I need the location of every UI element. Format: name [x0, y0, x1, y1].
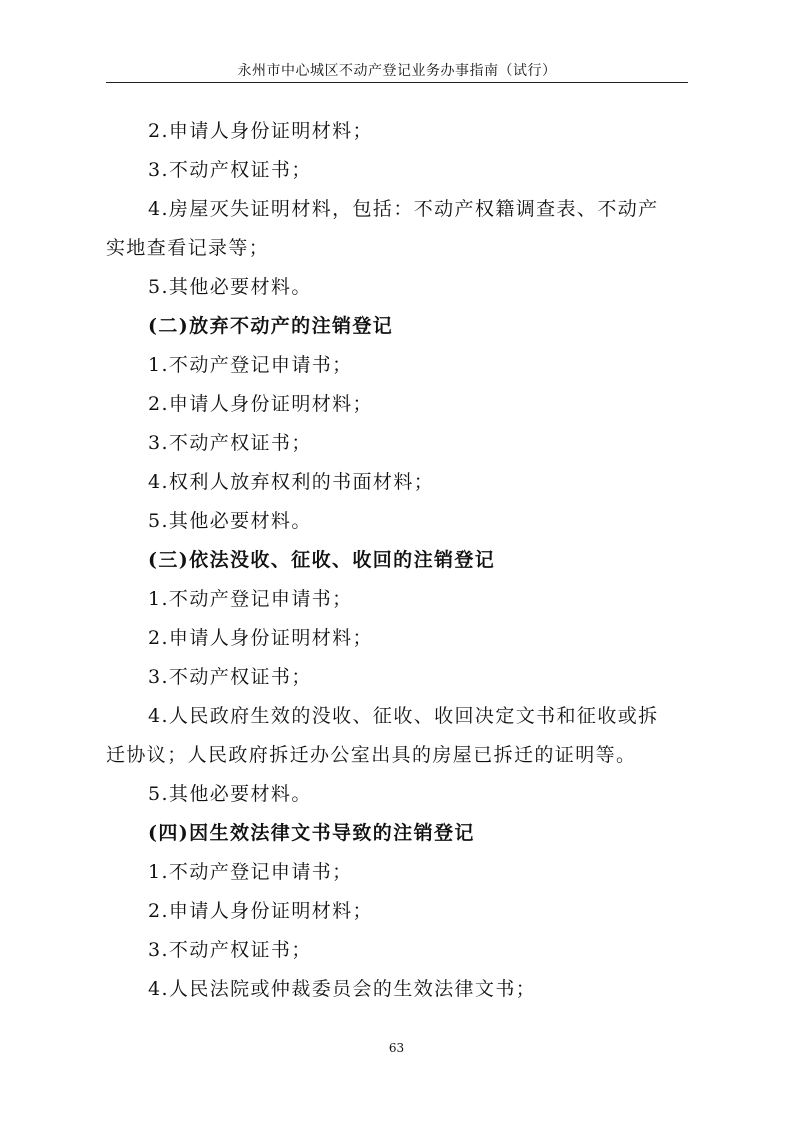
list-item: 5.其他必要材料。	[148, 276, 312, 298]
list-item: 3.不动产权证书；	[148, 432, 312, 454]
list-item: 1.不动产登记申请书；	[148, 588, 353, 610]
list-item: 3.不动产权证书；	[148, 666, 312, 688]
page-number: 63	[388, 1041, 405, 1055]
list-item: 2.申请人身份证明材料；	[148, 627, 373, 649]
list-item: 1.不动产登记申请书；	[148, 354, 353, 376]
list-item: 1.不动产登记申请书；	[148, 861, 353, 883]
list-item: 4.权利人放弃权利的书面材料；	[148, 471, 435, 493]
list-item-continuation: 迁协议；人民政府拆迁办公室出具的房屋已拆迁的证明等。	[106, 744, 637, 766]
section-heading: (三)依法没收、征收、收回的注销登记	[148, 549, 496, 571]
list-item: 5.其他必要材料。	[148, 783, 312, 805]
section-heading: (二)放弃不动产的注销登记	[148, 315, 394, 337]
list-item-continuation: 实地查看记录等；	[106, 237, 270, 259]
section-heading: (四)因生效法律文书导致的注销登记	[148, 822, 475, 844]
list-item: 3.不动产权证书；	[148, 939, 312, 961]
list-item: 2.申请人身份证明材料；	[148, 900, 373, 922]
list-item: 5.其他必要材料。	[148, 510, 312, 532]
list-item: 4.房屋灭失证明材料，包括：不动产权籍调查表、不动产	[148, 198, 659, 220]
page-header: 永州市中心城区不动产登记业务办事指南（试行）	[106, 60, 688, 83]
list-item: 3.不动产权证书；	[148, 159, 312, 181]
list-item: 4.人民政府生效的没收、征收、收回决定文书和征收或拆	[148, 705, 659, 727]
list-item: 2.申请人身份证明材料；	[148, 120, 373, 142]
list-item: 2.申请人身份证明材料；	[148, 393, 373, 415]
list-item: 4.人民法院或仲裁委员会的生效法律文书；	[148, 978, 537, 1000]
